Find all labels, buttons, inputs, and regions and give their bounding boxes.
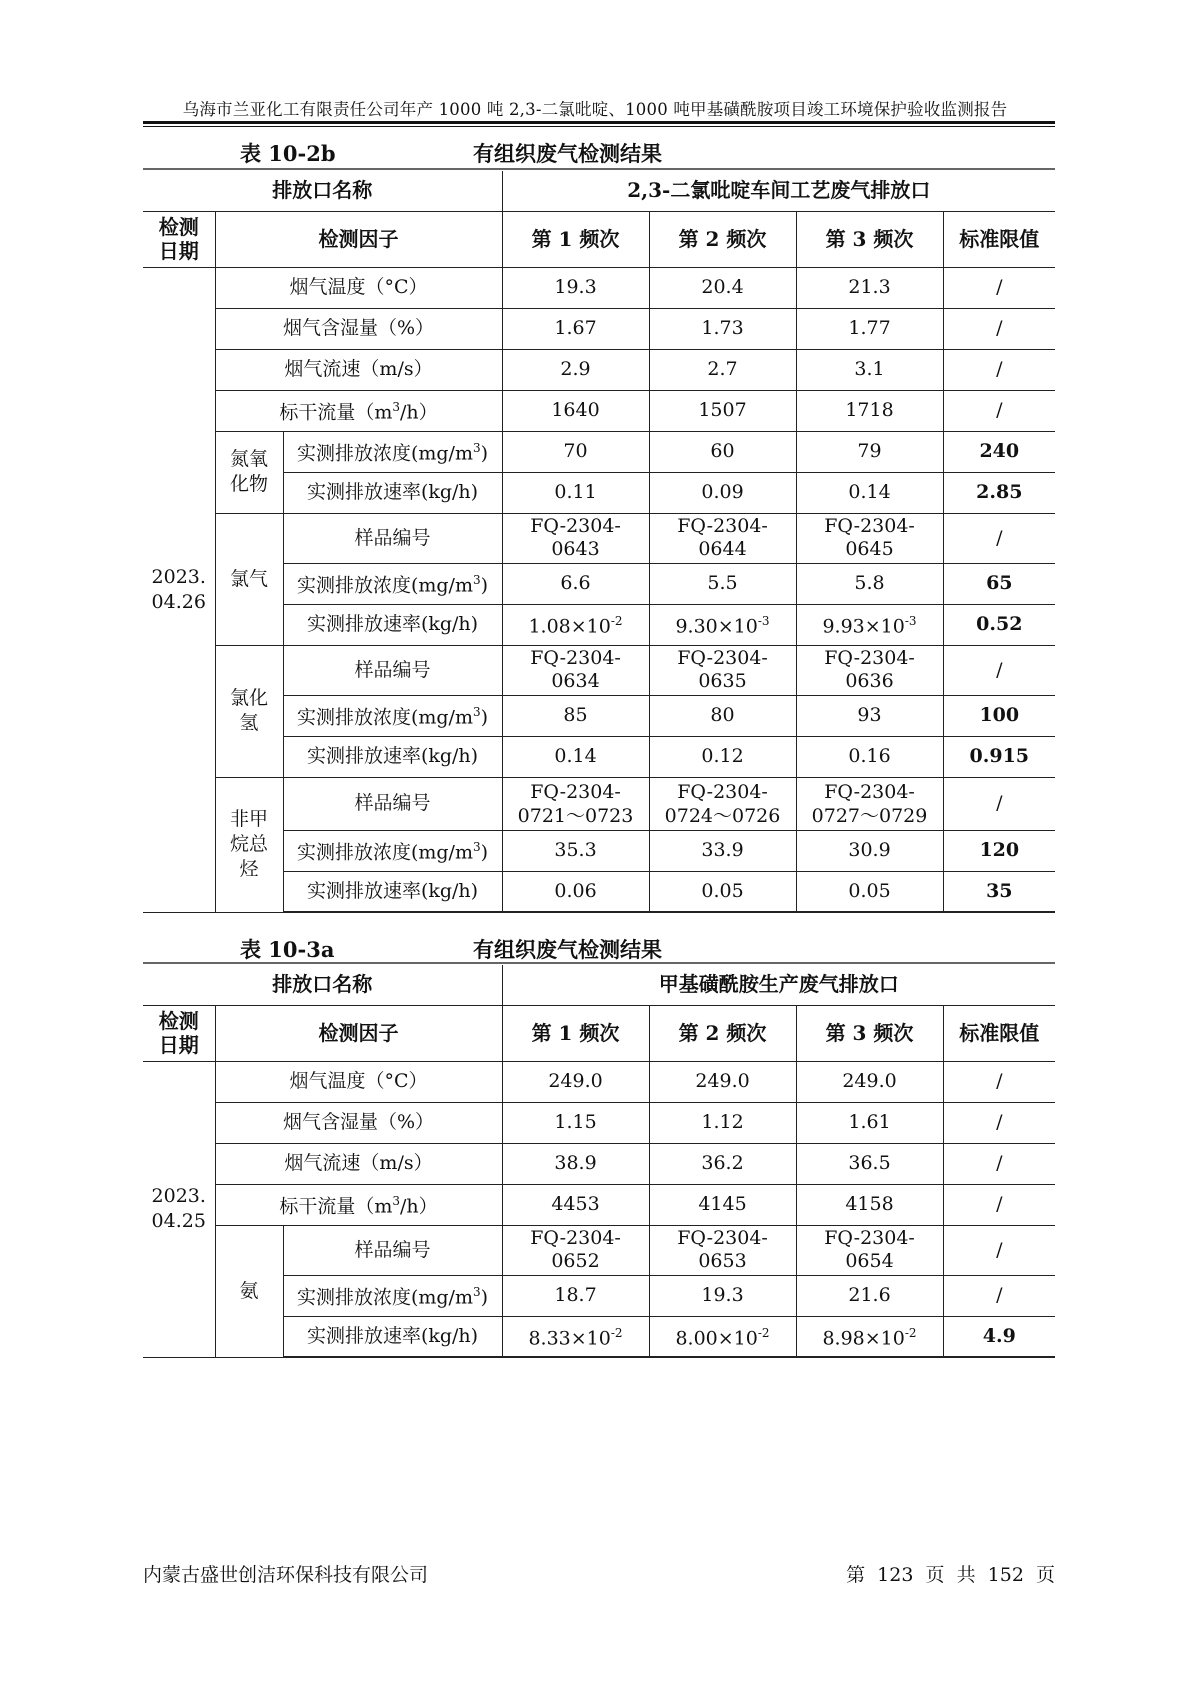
factor-name: 实测排放浓度$(mg/m^3)$ [283,1275,502,1316]
sample-id-cell: FQ-2304- 0645 [796,513,943,563]
factor-name: 烟气含湿量（%） [215,308,502,349]
value-cell: 93 [796,695,943,736]
table2 [143,965,1055,1358]
value-cell: 4453 [502,1184,649,1225]
value-cell: 2.7 [649,349,796,390]
limit-cell: / [943,1061,1055,1102]
value-cell: 1507 [649,390,796,431]
value-cell: 1718 [796,390,943,431]
test-date: 2023. 04.26 [143,267,215,912]
value-cell: 18.7 [502,1275,649,1316]
limit-cell: 35 [943,871,1055,912]
factor-name: 烟气流速（m/s） [215,1143,502,1184]
factor-name: 样品编号 [283,1225,502,1275]
limit-cell: / [943,267,1055,308]
limit-cell: / [943,777,1055,830]
factor-name: 实测排放速率(kg/h) [283,871,502,912]
limit-cell: / [943,1225,1055,1275]
factor-name: 实测排放浓度$(mg/m^3)$ [283,830,502,871]
table-row [143,308,1055,349]
table-row [143,1061,1055,1102]
outlet-label: 排放口名称 [143,171,502,211]
value-cell: 1640 [502,390,649,431]
table-row [143,431,1055,472]
outlet-name: 甲基磺酰胺生产废气排放口 [502,965,1055,1005]
table2-name: 有组织废气检测结果 [473,937,662,962]
value-cell: 85 [502,695,649,736]
value-cell: 0.09 [649,472,796,513]
pollutant-group: 非甲 烷总 烃 [215,777,283,912]
value-cell: 35.3 [502,830,649,871]
value-cell: 249.0 [502,1061,649,1102]
test-date: 2023. 04.25 [143,1061,215,1357]
value-cell: 249.0 [649,1061,796,1102]
value-cell: 70 [502,431,649,472]
limit-cell: 2.85 [943,472,1055,513]
value-cell: 0.16 [796,736,943,777]
pollutant-group: 氮氧 化物 [215,431,283,513]
sample-id-cell: FQ-2304- 0636 [796,645,943,695]
header-rule-thin [143,126,1055,127]
col-header-limit: 标准限值 [943,211,1055,267]
value-cell: $9.93\times 10^{-3}$ [796,604,943,645]
value-cell: 36.5 [796,1143,943,1184]
value-cell: 1.61 [796,1102,943,1143]
value-cell: 0.12 [649,736,796,777]
table1-outlet-row [143,171,1055,211]
col-header-2: 第 2 频次 [649,1005,796,1061]
factor-name: 烟气温度（°C） [215,1061,502,1102]
value-cell: 5.8 [796,563,943,604]
factor-name: 样品编号 [283,645,502,695]
pollutant-group: 氯化 氢 [215,645,283,777]
value-cell: 0.11 [502,472,649,513]
factor-name: 标干流量$(m^3/h)$ [215,1184,502,1225]
value-cell: 5.5 [649,563,796,604]
value-cell: 6.6 [502,563,649,604]
sample-id-cell: FQ-2304- 0644 [649,513,796,563]
value-cell: 33.9 [649,830,796,871]
footer-company: 内蒙古盛世创洁环保科技有限公司 [143,1564,429,1586]
factor-name: 实测排放速率(kg/h) [283,736,502,777]
table-row [143,390,1055,431]
table1-title [143,134,1055,168]
table1-title-rule [143,168,1055,170]
limit-cell: / [943,1102,1055,1143]
table1-name: 有组织废气检测结果 [473,141,662,166]
value-cell: 80 [649,695,796,736]
col-header-1: 第 1 频次 [502,211,649,267]
value-cell: 20.4 [649,267,796,308]
limit-cell: / [943,1143,1055,1184]
limit-cell: 100 [943,695,1055,736]
sample-id-cell: FQ-2304- 0727～0729 [796,777,943,830]
table-row [143,1143,1055,1184]
sample-id-cell: FQ-2304- 0721～0723 [502,777,649,830]
factor-name: 实测排放速率(kg/h) [283,1316,502,1357]
table-row [143,1225,1055,1275]
value-cell: $8.00\times 10^{-2}$ [649,1316,796,1357]
factor-name: 标干流量$(m^3/h)$ [215,390,502,431]
factor-name: 烟气温度（°C） [215,267,502,308]
value-cell: 0.06 [502,871,649,912]
value-cell: 19.3 [649,1275,796,1316]
pollutant-group: 氯气 [215,513,283,645]
value-cell: $8.33\times 10^{-2}$ [502,1316,649,1357]
factor-name: 样品编号 [283,777,502,830]
factor-name: 实测排放浓度$(mg/m^3)$ [283,695,502,736]
table-row [143,645,1055,695]
table2-title [143,930,1055,964]
value-cell: 0.14 [502,736,649,777]
factor-name: 实测排放速率(kg/h) [283,472,502,513]
report-header-title: 乌海市兰亚化工有限责任公司年产 1000 吨 2,3-二氯吡啶、1000 吨甲基磺酰胺项目竣工环境保护验收监测报告 [182,100,1008,119]
sample-id-cell: FQ-2304- 0634 [502,645,649,695]
footer-page-number: 第 123 页 共 152 页 [846,1564,1055,1586]
col-header-1: 第 1 频次 [502,1005,649,1061]
limit-cell: 0.52 [943,604,1055,645]
limit-cell: 120 [943,830,1055,871]
value-cell: 30.9 [796,830,943,871]
sample-id-cell: FQ-2304- 0635 [649,645,796,695]
value-cell: 4145 [649,1184,796,1225]
table1-number: 表 10-2b [240,141,336,166]
table2-outlet-row [143,965,1055,1005]
sample-id-cell: FQ-2304- 0653 [649,1225,796,1275]
limit-cell: / [943,1275,1055,1316]
header-rule [143,121,1055,124]
col-header-limit: 标准限值 [943,1005,1055,1061]
value-cell: 2.9 [502,349,649,390]
limit-cell: / [943,308,1055,349]
value-cell: 1.12 [649,1102,796,1143]
col-header-3: 第 3 频次 [796,1005,943,1061]
value-cell: 0.05 [796,871,943,912]
value-cell: 4158 [796,1184,943,1225]
value-cell: 21.6 [796,1275,943,1316]
table2-header-row [143,1005,1055,1061]
outlet-label: 排放口名称 [143,965,502,1005]
value-cell: 249.0 [796,1061,943,1102]
factor-name: 实测排放浓度$(mg/m^3)$ [283,563,502,604]
limit-cell: 65 [943,563,1055,604]
limit-cell: 240 [943,431,1055,472]
limit-cell: 4.9 [943,1316,1055,1357]
table-row [143,267,1055,308]
factor-header: 检测因子 [215,1005,502,1061]
value-cell: 60 [649,431,796,472]
sample-id-cell: FQ-2304- 0643 [502,513,649,563]
factor-name: 样品编号 [283,513,502,563]
value-cell: 19.3 [502,267,649,308]
value-cell: 1.67 [502,308,649,349]
table2-title-rule [143,962,1055,964]
value-cell: $1.08\times 10^{-2}$ [502,604,649,645]
value-cell: 38.9 [502,1143,649,1184]
col-header-3: 第 3 频次 [796,211,943,267]
value-cell: $8.98\times 10^{-2}$ [796,1316,943,1357]
value-cell: $9.30\times 10^{-3}$ [649,604,796,645]
date-header: 检测 日期 [143,1005,215,1061]
value-cell: 1.77 [796,308,943,349]
table-row [143,349,1055,390]
value-cell: 1.73 [649,308,796,349]
table1-header-row [143,211,1055,267]
factor-name: 实测排放浓度$(mg/m^3)$ [283,431,502,472]
sample-id-cell: FQ-2304- 0654 [796,1225,943,1275]
value-cell: 36.2 [649,1143,796,1184]
limit-cell: 0.915 [943,736,1055,777]
table1 [143,171,1055,913]
value-cell: 79 [796,431,943,472]
limit-cell: / [943,349,1055,390]
sample-id-cell: FQ-2304- 0724～0726 [649,777,796,830]
limit-cell: / [943,1184,1055,1225]
table-row [143,1102,1055,1143]
value-cell: 21.3 [796,267,943,308]
value-cell: 3.1 [796,349,943,390]
table-row [143,513,1055,563]
value-cell: 0.05 [649,871,796,912]
value-cell: 0.14 [796,472,943,513]
table-row [143,1184,1055,1225]
factor-name: 烟气含湿量（%） [215,1102,502,1143]
col-header-2: 第 2 频次 [649,211,796,267]
table-row [143,777,1055,830]
limit-cell: / [943,390,1055,431]
factor-name: 实测排放速率(kg/h) [283,604,502,645]
limit-cell: / [943,513,1055,563]
factor-name: 烟气流速（m/s） [215,349,502,390]
sample-id-cell: FQ-2304- 0652 [502,1225,649,1275]
factor-header: 检测因子 [215,211,502,267]
limit-cell: / [943,645,1055,695]
outlet-name: 2,3-二氯吡啶车间工艺废气排放口 [502,171,1055,211]
value-cell: 1.15 [502,1102,649,1143]
date-header: 检测 日期 [143,211,215,267]
pollutant-group: 氨 [215,1225,283,1357]
table2-number: 表 10-3a [240,937,335,962]
